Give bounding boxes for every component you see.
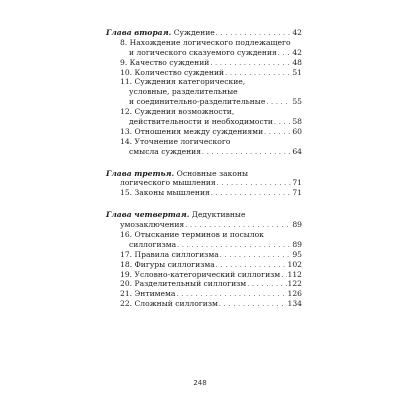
dot-leader — [219, 299, 287, 310]
entry-line — [106, 137, 302, 147]
toc-entry — [106, 240, 302, 250]
entry-text: 11. Суждения категорические, — [120, 77, 246, 87]
entry-line — [106, 230, 302, 240]
entry-line — [106, 38, 302, 48]
entry-text: силлогизма — [129, 239, 177, 249]
chapter-title: Суждение — [173, 28, 215, 37]
page-number: 248 — [193, 379, 207, 387]
entry-text: 10. Количество суждений — [120, 67, 225, 77]
chapter-title-cont: логического мышления — [120, 178, 216, 188]
chapter-page: 71 — [292, 178, 302, 188]
dot-leader — [211, 188, 292, 199]
entry-text: действительности и необходимости — [129, 117, 273, 127]
entry-page: 48 — [292, 57, 302, 67]
entry-text: 20. Разделительный силлогизм — [120, 279, 247, 289]
toc-entry — [106, 260, 302, 270]
chapter-label: Глава вторая. — [106, 28, 172, 37]
entry-page: 95 — [292, 249, 302, 259]
toc-chapter — [106, 169, 302, 199]
entry-page: 55 — [292, 97, 302, 107]
chapter-heading-cont — [106, 220, 302, 230]
entry-text: 14. Уточнение логического — [120, 136, 231, 146]
entry-text: условные, разделительные — [129, 87, 238, 97]
entry-text: 18. Фигуры силлогизма — [120, 259, 215, 269]
entry-text: и соединительно-разделительные — [129, 97, 266, 107]
dot-leader — [264, 127, 291, 138]
chapter-title: Дедуктивные — [191, 210, 246, 220]
entry-page: 60 — [292, 126, 302, 136]
chapter-page: 89 — [292, 220, 302, 230]
entry-page: 126 — [287, 289, 302, 299]
toc-entry — [106, 299, 302, 309]
toc-entry — [106, 97, 302, 107]
entry-text: 13. Отношения между суждениями — [120, 126, 264, 136]
chapter-heading — [106, 210, 302, 220]
chapter-heading-text — [106, 28, 215, 38]
chapter-title-cont: умозаключения — [120, 220, 185, 230]
chapter-heading-cont — [106, 178, 302, 188]
toc-entry — [106, 117, 302, 127]
entry-page: 51 — [292, 67, 302, 77]
entry-text: 8. Нахождение логического подлежащего — [120, 37, 291, 47]
entry-text: 21. Энтимема — [120, 289, 176, 299]
entry-text: и логического сказуемого суждения — [129, 47, 277, 57]
table-of-contents — [106, 28, 302, 321]
entry-text: 17. Правила силлогизма — [120, 249, 219, 259]
toc-entry — [106, 250, 302, 260]
entry-page: 42 — [292, 47, 302, 57]
entry-text: 15. Законы мышления — [120, 188, 210, 198]
chapter-heading — [106, 169, 302, 179]
entry-text: 22. Сложный силлогизм — [120, 299, 218, 309]
toc-entry — [106, 188, 302, 198]
entry-text: 16. Отыскание терминов и посылок — [120, 230, 264, 240]
toc-entry — [106, 127, 302, 137]
chapter-title: Основные законы — [176, 168, 249, 178]
entry-text: 19. Условно-категорический силлогизм — [120, 269, 281, 279]
entry-text: смысла суждения — [129, 146, 202, 156]
toc-entry — [106, 68, 302, 78]
toc-entry — [106, 270, 302, 280]
chapter-heading — [106, 28, 302, 38]
chapter-label: Глава четвертая. — [106, 210, 190, 220]
entry-page: 89 — [292, 239, 302, 249]
entry-page: 122 — [287, 279, 302, 289]
entry-line — [106, 77, 302, 87]
dot-leader — [202, 147, 291, 158]
toc-chapter — [106, 210, 302, 309]
toc-entry — [106, 279, 302, 289]
toc-entry — [106, 289, 302, 299]
chapter-page: 42 — [292, 28, 302, 37]
entry-text: 12. Суждения возможности, — [120, 107, 235, 117]
entry-line — [106, 87, 302, 97]
entry-page: 71 — [292, 188, 302, 198]
entry-page: 58 — [292, 117, 302, 127]
entry-text: 9. Качество суждений — [120, 57, 210, 67]
entry-page: 64 — [292, 146, 302, 156]
entry-page: 112 — [287, 269, 302, 279]
toc-entry — [106, 48, 302, 58]
toc-entry — [106, 58, 302, 68]
entry-page: 102 — [287, 259, 302, 269]
entry-page: 134 — [287, 299, 302, 309]
toc-chapter — [106, 28, 302, 157]
chapter-label: Глава третья. — [106, 168, 175, 178]
dot-leader — [266, 97, 291, 108]
toc-entry — [106, 147, 302, 157]
entry-line — [106, 107, 302, 117]
